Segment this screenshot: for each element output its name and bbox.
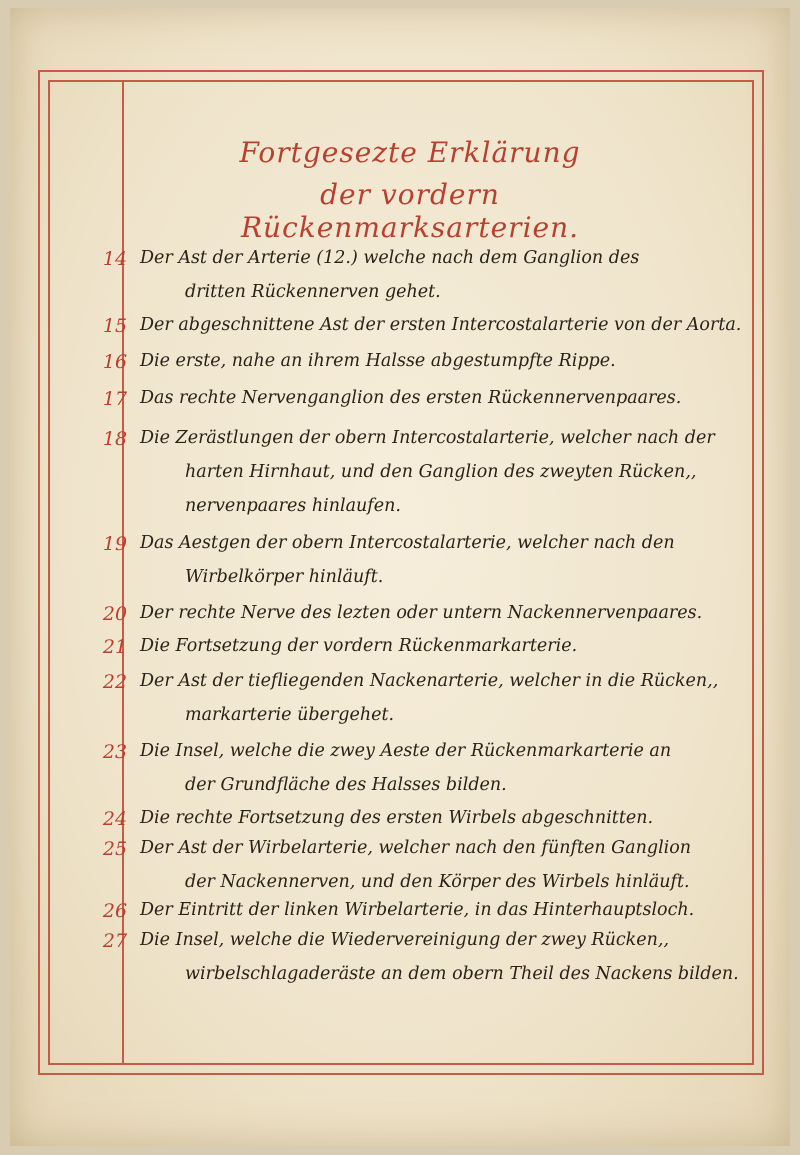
- entry-text: Der Ast der Wirbelarterie, welcher nach den fünften Ganglion: [140, 838, 692, 858]
- entry-text: Der abgeschnittene Ast der ersten Intercostalarterie von der Aorta.: [140, 315, 742, 335]
- entry-text: Die Insel, welche die zwey Aeste der Rückenmarkarterie an: [140, 741, 672, 761]
- entry-text: Die rechte Fortsetzung des ersten Wirbels abgeschnitten.: [140, 808, 654, 828]
- entry-text: Das rechte Nervenganglion des ersten Rückennervenpaares.: [140, 388, 682, 408]
- frame-left-inner: [48, 80, 50, 1065]
- page-subtitle: der vordern Rückenmarksarterien.: [240, 178, 580, 244]
- entry-number: 17: [102, 388, 128, 410]
- entry-text: Der Ast der tiefliegenden Nackenarterie, welcher in die Rücken,,: [140, 671, 719, 691]
- entry-number: 25: [102, 838, 128, 860]
- frame-left-outer: [38, 70, 40, 1075]
- entry-text: Der Eintritt der linken Wirbelarterie, in das Hinterhauptsloch.: [140, 900, 695, 920]
- entry-text: Die Insel, welche die Wiedervereinigung der zwey Rücken,,: [140, 930, 670, 950]
- entry-number: 24: [102, 808, 128, 830]
- entry-text: Das Aestgen der obern Intercostalarterie, welcher nach den: [140, 533, 675, 553]
- entry-text-continuation: nervenpaares hinlaufen.: [185, 496, 401, 516]
- entry-number: 22: [102, 671, 128, 693]
- frame-top-outer: [38, 70, 763, 72]
- entry-number: 26: [102, 900, 128, 922]
- entry-number: 23: [102, 741, 128, 763]
- entry-text-continuation: der Nackennerven, und den Körper des Wirbels hinläuft.: [185, 872, 690, 892]
- entry-text-continuation: Wirbelkörper hinläuft.: [185, 567, 384, 587]
- entry-number: 18: [102, 428, 128, 450]
- frame-right-outer: [762, 70, 764, 1075]
- manuscript-page: [10, 8, 790, 1146]
- entry-text: Die erste, nahe an ihrem Halsse abgestumpfte Rippe.: [140, 351, 616, 371]
- entry-number: 20: [102, 603, 128, 625]
- entry-number: 16: [102, 351, 128, 373]
- entry-text: Die Zerästlungen der obern Intercostalarterie, welcher nach der: [140, 428, 715, 448]
- frame-top-inner: [48, 80, 753, 82]
- entry-text: Die Fortsetzung der vordern Rückenmarkarterie.: [140, 636, 578, 656]
- entry-text: Der Ast der Arterie (12.) welche nach dem Ganglion des: [140, 248, 640, 268]
- entry-text-continuation: dritten Rückennerven gehet.: [185, 282, 441, 302]
- frame-bottom-inner: [48, 1063, 753, 1065]
- entry-text-continuation: markarterie übergehet.: [185, 705, 395, 725]
- entry-text-continuation: der Grundfläche des Halsses bilden.: [185, 775, 507, 795]
- entry-text: Der rechte Nerve des lezten oder untern Nackennervenpaares.: [140, 603, 703, 623]
- entry-text-continuation: wirbelschlagaderäste an dem obern Theil des Nackens bilden.: [185, 964, 739, 984]
- entry-number: 27: [102, 930, 128, 952]
- page-title: Fortgesezte Erklärung: [239, 136, 581, 169]
- entry-number: 15: [102, 315, 128, 337]
- entry-number: 19: [102, 533, 128, 555]
- entry-number: 21: [102, 636, 128, 658]
- entry-number: 14: [102, 248, 128, 270]
- frame-bottom-outer: [38, 1073, 763, 1075]
- entry-text-continuation: harten Hirnhaut, und den Ganglion des zweyten Rücken,,: [185, 462, 697, 482]
